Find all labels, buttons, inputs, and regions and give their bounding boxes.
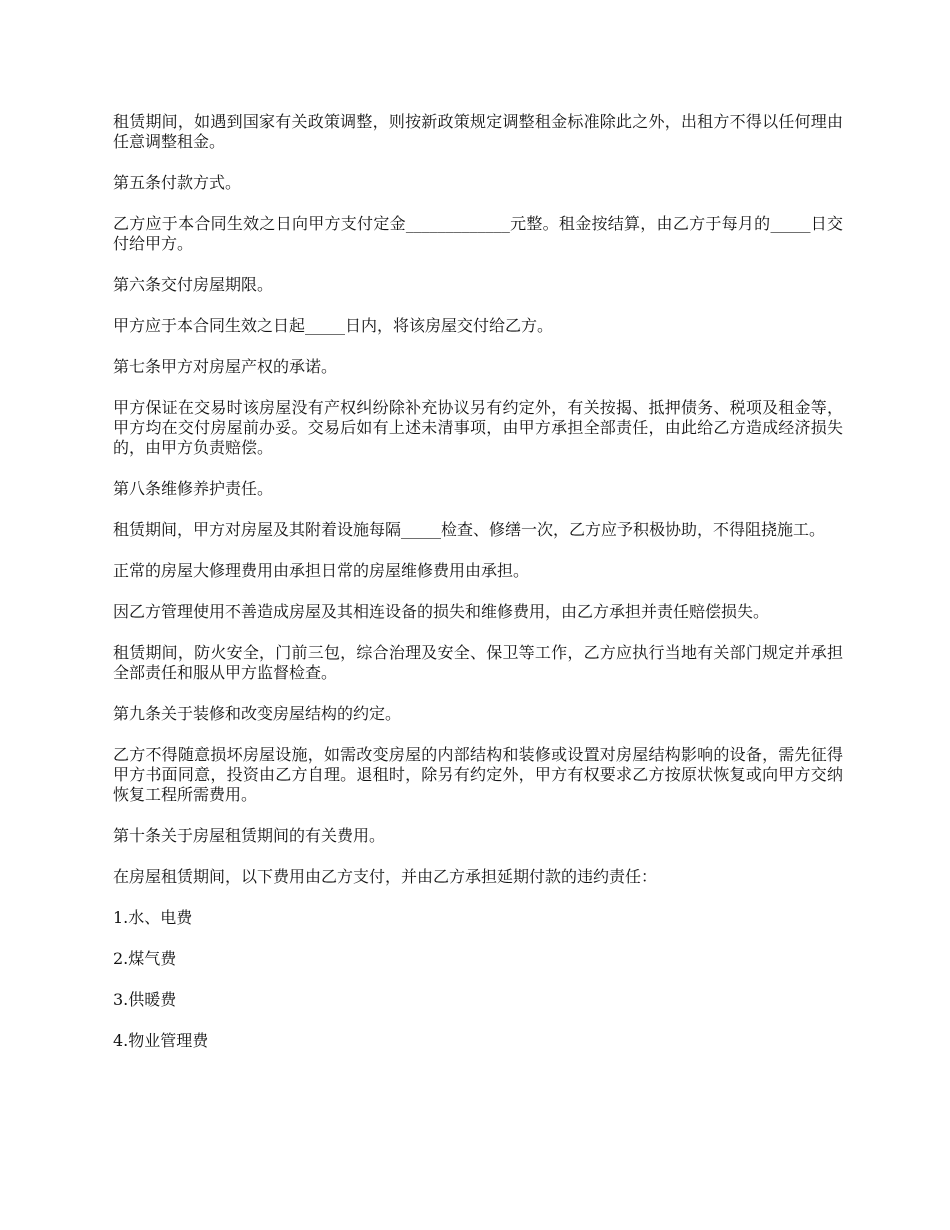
document-page: [113, 112, 843, 1072]
list-item-property-management: 4.物业管理费: [113, 1031, 209, 1050]
article-9-heading: 第九条关于装修和改变房屋结构的约定。: [113, 704, 402, 723]
paragraph-fees-intro: 在房屋租赁期间，以下费用由乙方支付，并由乙方承担延期付款的违约责任：: [113, 867, 658, 886]
list-item-utilities: 1.水、电费: [113, 908, 193, 927]
list-item-heating: 3.供暖费: [113, 990, 177, 1009]
article-7-heading: 第七条甲方对房屋产权的承诺。: [113, 357, 338, 376]
paragraph-safety-duties: 租赁期间，防火安全，门前三包，综合治理及安全、保卫等工作，乙方应执行当地有关部门规定并承担全部责任和服从甲方监督检查。: [113, 643, 843, 682]
list-item-gas: 2.煤气费: [113, 949, 177, 968]
article-8-heading: 第八条维修养护责任。: [113, 479, 274, 498]
paragraph-tenant-damage: 因乙方管理使用不善造成房屋及其相连设备的损失和维修费用，由乙方承担并责任赔偿损失。: [113, 602, 770, 621]
article-6-heading: 第六条交付房屋期限。: [113, 275, 274, 294]
paragraph-repair-costs: 正常的房屋大修理费用由承担日常的房屋维修费用由承担。: [113, 561, 530, 580]
paragraph-ownership-guarantee: 甲方保证在交易时该房屋没有产权纠纷除补充协议另有约定外，有关按揭、抵押债务、税项及租金等，甲方均在交付房屋前办妥。交易后如有上述未清事项，由甲方承担全部责任，由此给乙方造成经济损失的，由甲方负责赔偿。: [113, 398, 843, 457]
paragraph-inspection: 租赁期间，甲方对房屋及其附着设施每隔_____检查、修缮一次，乙方应予积极协助，不得阻挠施工。: [113, 520, 826, 539]
paragraph-payment-terms: 乙方应于本合同生效之日向甲方支付定金_____________元整。租金按结算，由乙方于每月的_____日交付给甲方。: [113, 214, 843, 253]
article-5-heading: 第五条付款方式。: [113, 173, 242, 192]
paragraph-rent-adjustment: 租赁期间，如遇到国家有关政策调整，则按新政策规定调整租金标准除此之外，出租方不得以任何理由任意调整租金。: [113, 112, 843, 151]
article-10-heading: 第十条关于房屋租赁期间的有关费用。: [113, 826, 386, 845]
paragraph-delivery-deadline: 甲方应于本合同生效之日起_____日内，将该房屋交付给乙方。: [113, 316, 554, 335]
paragraph-renovation: 乙方不得随意损坏房屋设施，如需改变房屋的内部结构和装修或设置对房屋结构影响的设备，需先征得甲方书面同意，投资由乙方自理。退租时，除另有约定外，甲方有权要求乙方按原状恢复或向甲方交纳恢复工程所需费用。: [113, 745, 843, 804]
